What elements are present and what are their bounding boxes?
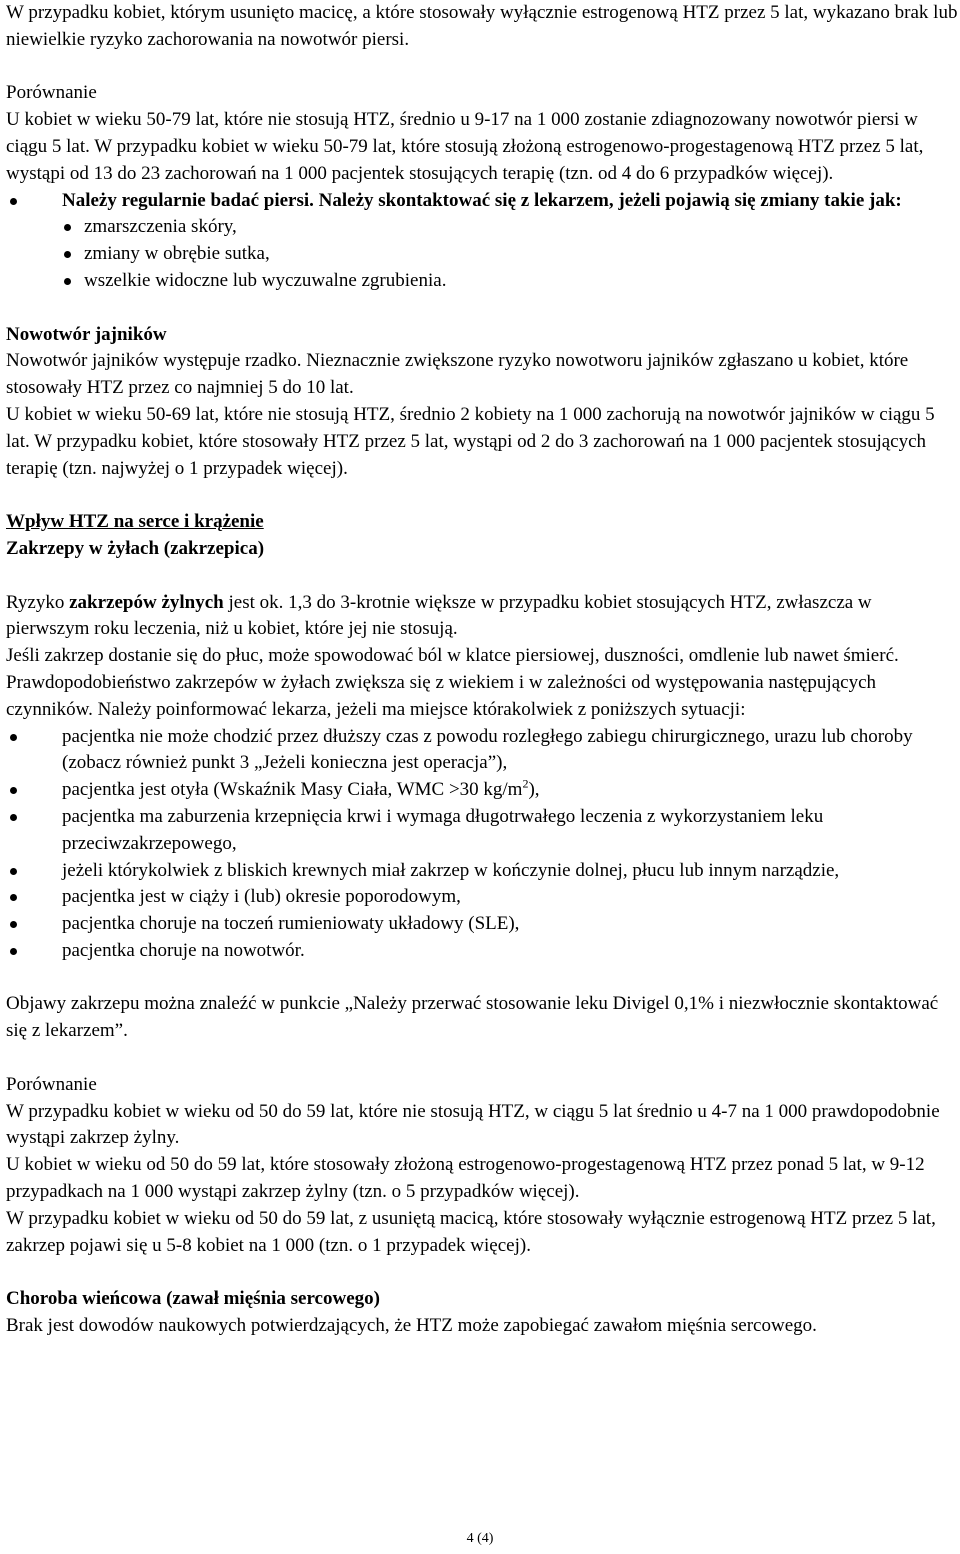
list-item: pacjentka jest w ciąży i (lub) okresie poporodowym, [6, 884, 958, 911]
symptoms-paragraph: Objawy zakrzepu można znaleźć w punkcie „Należy przerwać stosowanie leku Divigel 0,1% i niezwłocznie skontaktować się z lekarzem”. [6, 993, 939, 1042]
lungs-paragraph: Jeśli zakrzep dostanie się do płuc, może spowodować ból w klatce piersiowej, duszności, omdlenie lub nawet śmierć. [6, 645, 899, 667]
thrombosis-comparison-3: W przypadku kobiet w wieku od 50 do 59 lat, z usuniętą macicą, które stosowały wyłącznie estrogenową HTZ przez 5 lat, zakrzep pojawi się u 5-8 kobiet na 1 000 (tzn. o 1 przypadek więcej). [6, 1207, 936, 1256]
risk-text-bold: zakrzepów żylnych [69, 591, 224, 613]
list-item: zmarszczenia skóry, [62, 214, 958, 241]
ovarian-text-b: Nieznacznie zwiększone ryzyko nowotworu jajników zgłaszano u kobiet, które stosowały HTZ przez co najmniej 5 do 10 lat. [6, 350, 909, 399]
ovarian-paragraph-2: U kobiet w wieku 50-69 lat, które nie stosują HTZ, średnio 2 kobiety na 1 000 zachorują na nowotwór jajników w ciągu 5 lat. W przypadku kobiet, które stosowały HTZ przez 5 lat, wystąpi od 2 do 3 zachorowań na 1 000 pacjentek stosujących terapię (tzn. najwyżej o 1 przypadek więcej). [6, 403, 935, 479]
heart-section-title: Wpływ HTZ na serce i krążenie [6, 511, 264, 533]
risk-text-a: Ryzyko [6, 591, 70, 613]
breast-check-instruction: Należy regularnie badać piersi. Należy skontaktować się z lekarzem, jeżeli pojawią się zmiany takie jak: [62, 189, 902, 211]
list-item: zmiany w obrębie sutka, [62, 241, 958, 268]
bmi-text: pacjentka jest otyła (Wskaźnik Masy Ciała, WMC >30 kg/m [62, 779, 523, 801]
thrombosis-comparison-2: U kobiet w wieku od 50 do 59 lat, które stosowały złożoną estrogenowo-progestagenową HTZ przez ponad 5 lat, w 9-12 przypadkach na 1 000 wystąpi zakrzep żylny (tzn. o 5 przypadków więcej). [6, 1154, 925, 1203]
breast-check-list [6, 188, 958, 295]
risk-text-b: jest ok. 1,3 do 3-krotnie większe w przypadku kobiet stosujących HTZ, zwłaszcza w pierwszym roku leczenia, niż u kobiet, które jej nie stosują. [6, 591, 872, 640]
page-number: 4 (4) [466, 1531, 494, 1546]
intro-paragraph: W przypadku kobiet, którym usunięto macicę, a które stosowały wyłącznie estrogenową HTZ przez 5 lat, wykazano brak lub niewielkie ryzyko zachorowania na nowotwór piersi. [6, 2, 958, 50]
list-item [6, 777, 958, 804]
thrombosis-subtitle: Zakrzepy w żyłach (zakrzepica) [6, 537, 265, 559]
risk-factor-list [6, 724, 958, 965]
list-item: jeżeli którykolwiek z bliskich krewnych miał zakrzep w kończynie dolnej, płucu lub innym narządzie, [6, 858, 958, 885]
comparison-label-2: Porównanie [6, 1073, 97, 1095]
list-item: pacjentka ma zaburzenia krzepnięcia krwi i wymaga długotrwałego leczenia z wykorzystaniem leku przeciwzakrzepowego, [6, 804, 958, 858]
breast-cancer-comparison [6, 107, 958, 187]
comparison-label: Porównanie [6, 82, 97, 104]
document-page [6, 0, 958, 1340]
coronary-heading: Choroba wieńcowa (zawał mięśnia sercowego) [6, 1288, 380, 1310]
coronary-paragraph: Brak jest dowodów naukowych potwierdzających, że HTZ może zapobiegać zawałom mięśnia sercowego. [6, 1315, 817, 1337]
list-item: pacjentka nie może chodzić przez dłuższy czas z powodu rozległego zabiegu chirurgicznego, urazu lub choroby (zobacz również punkt 3 „Jeżeli konieczna jest operacja”), [6, 724, 958, 778]
ovarian-cancer-heading: Nowotwór jajników [6, 323, 167, 345]
comparison-text-b: W przypadku kobiet w wieku 50-79 lat, które stosują złożoną estrogenowo-progestagenową HTZ przez 5 lat, wystąpi od 13 do 23 zachorowań na 1 000 pacjentek stosujących terapię (tzn. od 4 do 6 przypadków więcej). [6, 135, 924, 184]
breast-change-list [62, 214, 958, 294]
bmi-text-end: ), [528, 779, 540, 801]
bmi-superscript: 2 [522, 776, 529, 791]
list-item: wszelkie widoczne lub wyczuwalne zgrubienia. [62, 268, 958, 295]
probability-paragraph: Prawdopodobieństwo zakrzepów w żyłach zwiększa się z wiekiem i w zależności od występowania następujących czynników. Należy poinformować lekarza, jeżeli ma miejsce którakolwiek z poniższych sytuacji: [6, 671, 877, 720]
comparison-text-a: U kobiet w wieku 50-79 lat, które nie stosują HTZ, średnio u 9-17 na 1 000 zostanie zdiagnozowany nowotwór piersi w ciągu 5 lat. [6, 109, 918, 157]
list-item: pacjentka choruje na nowotwór. [6, 938, 958, 965]
thrombosis-risk-paragraph [6, 590, 958, 644]
thrombosis-comparison-1: W przypadku kobiet w wieku od 50 do 59 lat, które nie stosują HTZ, w ciągu 5 lat średnio u 4-7 na 1 000 prawdopodobnie wystąpi zakrzep żylny. [6, 1100, 940, 1149]
ovarian-text-a: Nowotwór jajników występuje rzadko. [6, 350, 302, 372]
list-item: pacjentka choruje na toczeń rumieniowaty układowy (SLE), [6, 911, 958, 938]
breast-check-item [6, 188, 958, 295]
ovarian-paragraph-1 [6, 348, 958, 402]
